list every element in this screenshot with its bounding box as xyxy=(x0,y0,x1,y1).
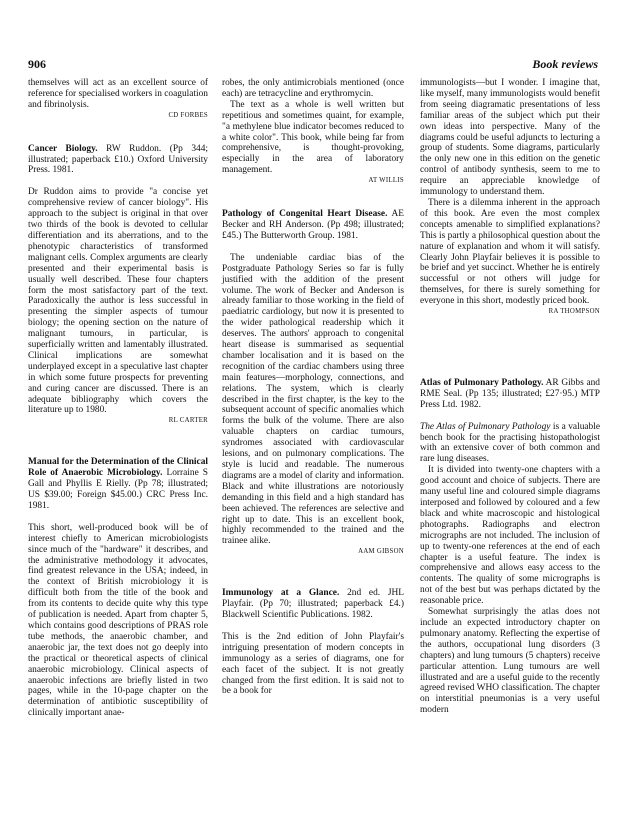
book-details: AE Becker and RH Anderson. (Pp 498; illustrated; £45.) The Butterworth Group. 1981. xyxy=(222,209,404,241)
book-title-italic: The Atlas of Pulmonary Pathology xyxy=(420,421,551,432)
reviewer-signature: RL CARTER xyxy=(168,417,208,425)
review-citation xyxy=(28,457,208,512)
review-paragraph: It is divided into twenty-one chapters with a good account and choice of subjects. There are many useful line and coloured simple diagrams interposed and followed by coloured and a few black and white macroscopic and histological photographs. Radiographs and electron micrographs are not included. The inclusion of up to twenty-one references at the end of each chapter is a useful feature. The index is comprehensive and allows easy access to the contents. The quality of some micrographs is not of the best but was perhaps dictated by the reasonable price. xyxy=(420,465,600,607)
column-2 xyxy=(222,78,404,697)
review-paragraph: There is a dilemma inherent in the approach of this book. Are even the most complex concepts amenable to simplified explanations? This is partly a philosophical question about the nature of explanation and whom it will satisfy. Clearly John Playfair believes it is possible to be brief and yet succinct. Whether he is entirely successful or not others will judge for themselves, for there is surely something for everyone in this short, modestly priced book. xyxy=(420,197,600,307)
page-number: 906 xyxy=(28,57,46,71)
book-details: 2nd ed. JHL Playfair. (Pp 70; illustrated; paperback £4.) Blackwell Scientific Publications. 1982. xyxy=(222,588,405,620)
book-details: AR Gibbs and RME Seal. (Pp 135; illustrated; £27·95.) MTP Press Ltd. 1982. xyxy=(420,377,600,410)
book-title: Atlas of Pulmonary Pathology. xyxy=(420,377,544,388)
review-citation xyxy=(222,588,404,621)
reviewer-signature: AT WILLIS xyxy=(368,177,404,185)
review-citation xyxy=(420,378,600,411)
continued-paragraph: immunologists—but I wonder. I imagine that, like myself, many immunologists would benefit from seeing diagramatic presentations of less familiar areas of the subject which put their own ideas into perspective. Many of the diagrams could be useful adjuncts to lecturing a group of students. Some diagrams, particularly the only new one in this edition on the genetic control of antibody synthesis, seem to me to require an appreciable knowledge of immunology to understand them. xyxy=(420,78,600,198)
continued-paragraph: themselves will act as an excellent source of reference for specialised workers in coagulation and fibrinolysis. xyxy=(28,78,208,110)
review-citation xyxy=(28,144,208,177)
review-paragraph: The undeniable cardiac bias of the Postgraduate Pathology Series so far is fully justified with the addition of the present volume. The work of Becker and Anderson is already familiar to those working in the field of paediatric cardiology, but now it is presented to the wider pathological readership which it deserves. The authors' approach to congenital heart disease is summarised as sequential chamber localisation and it is based on the recognition of the cardiac chambers using three main features—morphology, connections, and relations. The system, which is clearly described in the first chapter, is the key to the subsequent account of specific anomalies which forms the bulk of the volume. There are also valuable chapters on cardiac tumours, syndromes associated with cardiovascular lesions, and on pulmonary complications. The style is lucid and readable. The numerous diagrams are a model of clarity and information. Black and white illustrations are notoriously demanding in this field and a high standard has been achieved. The references are selective and right up to date. This is an excellent book, highly recommended to the trained and the trainee alike. xyxy=(222,252,404,547)
review-paragraph: This short, well-produced book will be of interest chiefly to American microbiologists since much of the "hardware" it describes, and the administrative methodology it advocates, find greatest relevance in the USA; indeed, in the context of British microbiology it is difficult both from the title of the book and from its contents to decide quite why this type of publication is needed. Apart from chapter 5, which contains good descriptions of PRAS role tube methods, the anaerobic chamber, and anaerobic jar, the text does not go deeply into the practical or theoretical aspects of clinical anaerobic microbiology. Clinical aspects of anaerobic infections are briefly listed in two pages, while in the 10-page chapter on the determination of antibiotic susceptibility of clinically important anae- xyxy=(28,522,208,719)
book-title: Cancer Biology. xyxy=(28,143,98,154)
continued-paragraph: robes, the only antimicrobials mentioned (once each) are tetracycline and erythromycin. xyxy=(222,78,404,99)
book-title: Manual for the Determination of the Clinical Role of Anaerobic Microbiology. xyxy=(28,457,208,479)
book-details: Lorraine S Gall and Phyllis E Rielly. (Pp 78; illustrated; US $39.00; Foreign $45.00.) CRC Press Inc. 1981. xyxy=(28,468,208,511)
book-title: Immunology at a Glance. xyxy=(222,588,340,599)
book-title: Pathology of Congenital Heart Disease. xyxy=(222,209,388,220)
review-citation xyxy=(222,209,404,242)
column-3 xyxy=(420,78,600,716)
reviewer-signature: CD FORBES xyxy=(168,111,208,119)
review-paragraph xyxy=(420,422,600,466)
book-details: RW Ruddon. (Pp 344; illustrated; paperback £10.) Oxford University Press. 1981. xyxy=(28,143,209,176)
review-paragraph: Somewhat surprisingly the atlas does not include an expected introductory chapter on pulmonary anatomy. Reflecting the expertise of the authors, occupational lung disorders (3 chapters) and lung tumours (5 chapters) receive particular attention. Lung tumours are well illustrated and are a useful guide to the recently agreed revised WHO classification. The chapter on interstitial pneumonias is a very useful modern xyxy=(420,607,600,716)
reviewer-signature: AAM GIBSON xyxy=(358,548,404,556)
column-1 xyxy=(28,78,208,719)
review-paragraph: Dr Ruddon aims to provide "a concise yet comprehensive review of cancer biology". His approach to the subject is original in that over two thirds of the book is devoted to cellular differentiation and its aberrations, and to the phenotypic characteristics of transformed malignant cells. Complex arguments are clearly presented and their experimental basis is usually well described. These four chapters form the most satisfactory part of the text. Paradoxically the author is less successful in presenting the simpler aspects of tumour biology; the opening section on the nature of malignant tumours, in particular, is superficially written and lamentably illustrated. Clinical implications are somewhat underplayed except in a speculative last chapter in which some future prospects for preventing and curing cancer are discussed. There is an adequate bibliography which covers the literature up to 1980. xyxy=(28,187,208,416)
review-text: is a valuable bench book for the practising histopathologist with an extensive cover of both common and rare lung diseases. xyxy=(420,421,600,465)
review-paragraph: The text as a whole is well written but repetitious and sometimes quaint, for example, "a methylene blue indicator becomes reduced to a white color". This book, while being far from comprehensive, is thought-provoking, especially in the area of laboratory management. xyxy=(222,99,404,176)
reviewer-signature: RA THOMPSON xyxy=(548,308,600,316)
running-head: Book reviews xyxy=(532,57,598,71)
review-paragraph: This is the 2nd edition of John Playfair's intriguing presentation of modern concepts in immunology as a series of diagrams, one for each facet of the subject. It is not greatly changed from the first edition. It is said not to be a book for xyxy=(222,631,404,697)
